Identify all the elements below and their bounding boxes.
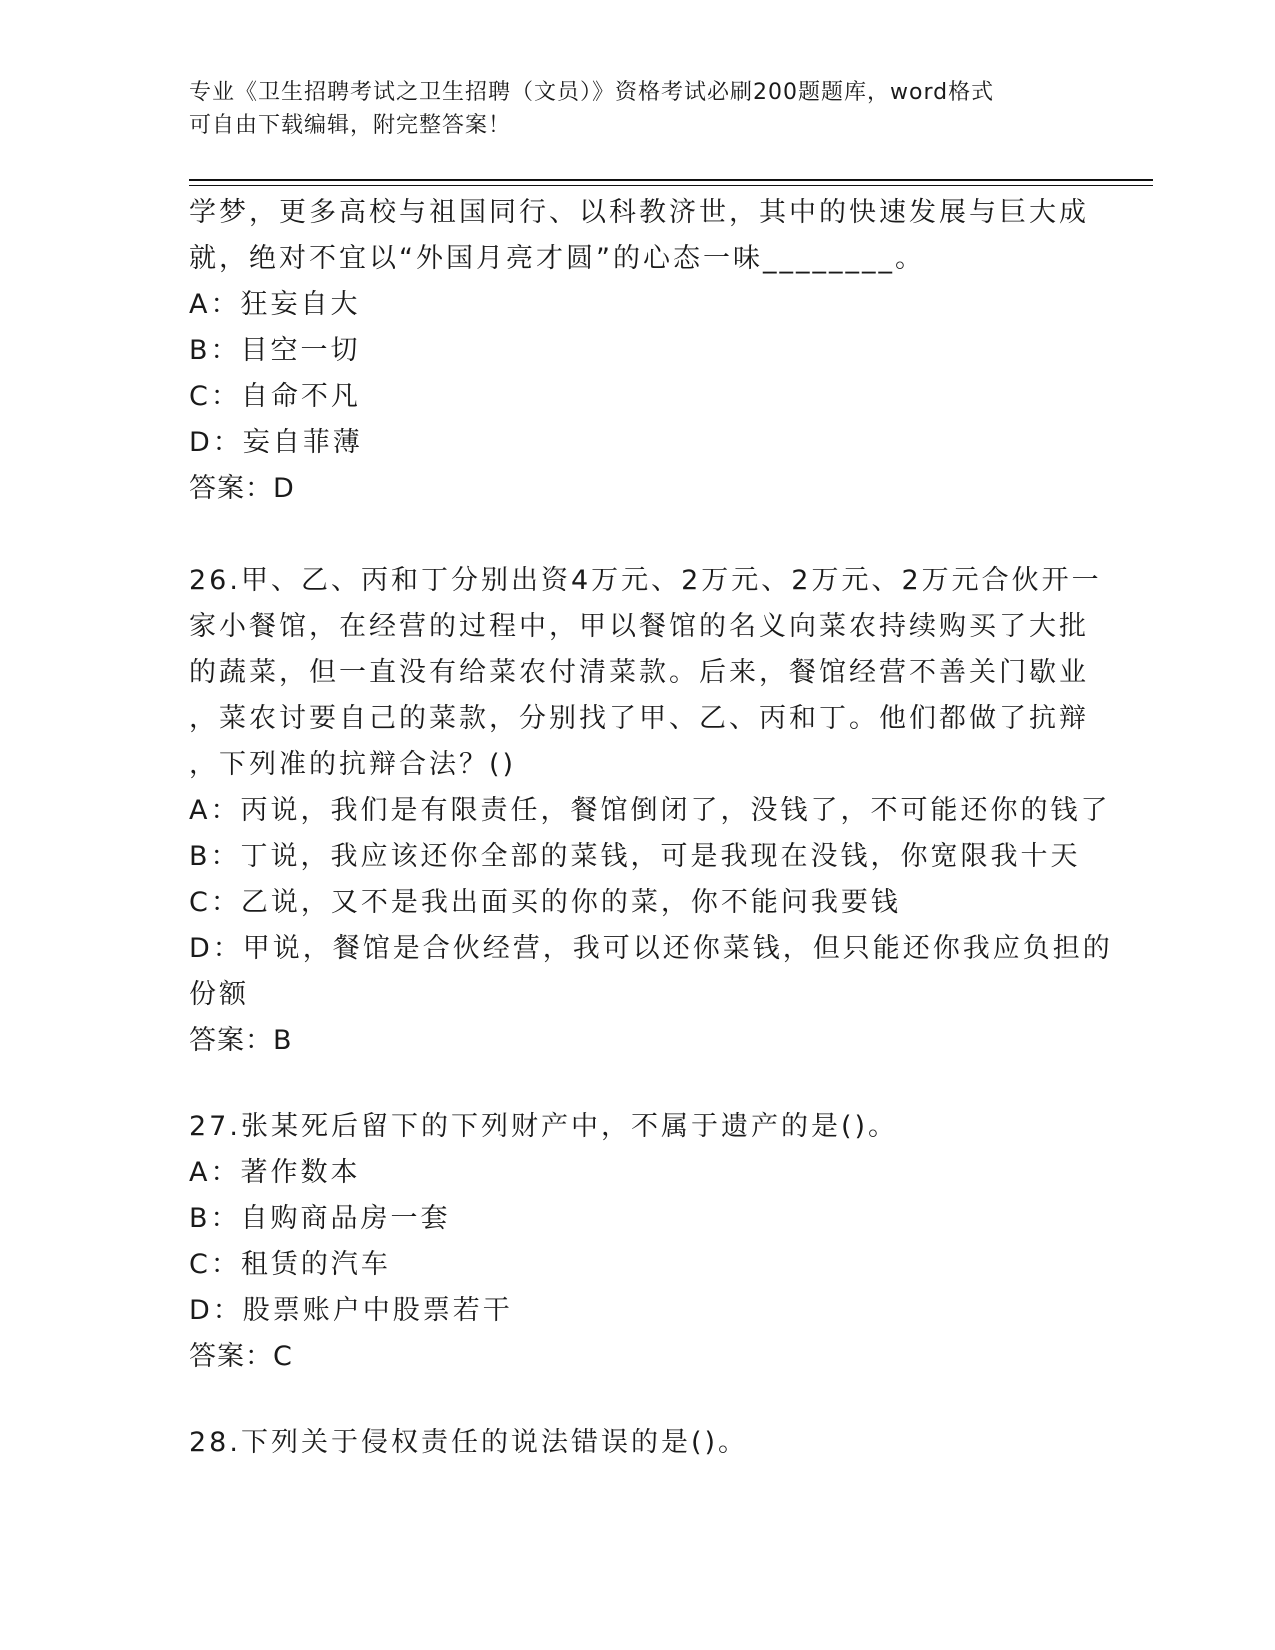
option-d: D：妄自菲薄 — [189, 427, 363, 458]
option-b: B：自购商品房一套 — [189, 1203, 451, 1234]
answer-line: 答案：B — [189, 1025, 293, 1056]
option-c: C：租赁的汽车 — [189, 1249, 391, 1280]
header-title-line-1: 专业《卫生招聘考试之卫生招聘（文员）》资格考试必刷200题题库，word格式 — [189, 80, 995, 105]
document-header — [189, 76, 1089, 142]
option-b: B：目空一切 — [189, 335, 361, 366]
question-25 — [189, 190, 1089, 512]
header-divider-thick — [189, 179, 1153, 181]
option-a: A：著作数本 — [189, 1157, 361, 1188]
header-title-line-2: 可自由下载编辑，附完整答案！ — [189, 113, 512, 138]
option-a: A：狂妄自大 — [189, 289, 361, 320]
option-d-continued: 份额 — [189, 979, 249, 1010]
answer-line: 答案：C — [189, 1341, 293, 1372]
question-28 — [189, 1420, 1089, 1466]
header-divider-thin — [189, 185, 1153, 186]
option-b: B：丁说，我应该还你全部的菜钱，可是我现在没钱，你宽限我十天 — [189, 841, 1081, 872]
option-d: D：股票账户中股票若干 — [189, 1295, 513, 1326]
answer-line: 答案：D — [189, 473, 295, 504]
spacer — [189, 1064, 1089, 1104]
document-body — [189, 190, 1113, 1466]
question-26 — [189, 558, 1113, 1064]
option-c: C：自命不凡 — [189, 381, 361, 412]
spacer — [189, 512, 1089, 558]
question-text-line: 26.甲、乙、丙和丁分别出资4万元、2万元、2万元、2万元合伙开一 — [189, 565, 1102, 596]
question-text-line: 家小餐馆，在经营的过程中，甲以餐馆的名义向菜农持续购买了大批 — [189, 611, 1089, 642]
question-text-line: 学梦，更多高校与祖国同行、以科教济世，其中的快速发展与巨大成 — [189, 197, 1089, 228]
question-text-line: ，下列准的抗辩合法？() — [189, 749, 517, 780]
question-text-line: 的蔬菜，但一直没有给菜农付清菜款。后来，餐馆经营不善关门歇业 — [189, 657, 1089, 688]
question-text-line: ，菜农讨要自己的菜款，分别找了甲、乙、丙和丁。他们都做了抗辩 — [189, 703, 1089, 734]
question-text-line: 27.张某死后留下的下列财产中，不属于遗产的是()。 — [189, 1111, 899, 1142]
question-text-line: 28.下列关于侵权责任的说法错误的是()。 — [189, 1427, 749, 1458]
question-27 — [189, 1104, 1089, 1380]
option-c: C：乙说，又不是我出面买的你的菜，你不能问我要钱 — [189, 887, 901, 918]
spacer — [189, 1380, 1089, 1420]
question-text-line: 就，绝对不宜以“外国月亮才圆”的心态一味________。 — [189, 243, 925, 274]
option-d: D：甲说，餐馆是合伙经营，我可以还你菜钱，但只能还你我应负担的 — [189, 933, 1113, 964]
option-a: A：丙说，我们是有限责任，餐馆倒闭了，没钱了，不可能还你的钱了 — [189, 795, 1111, 826]
